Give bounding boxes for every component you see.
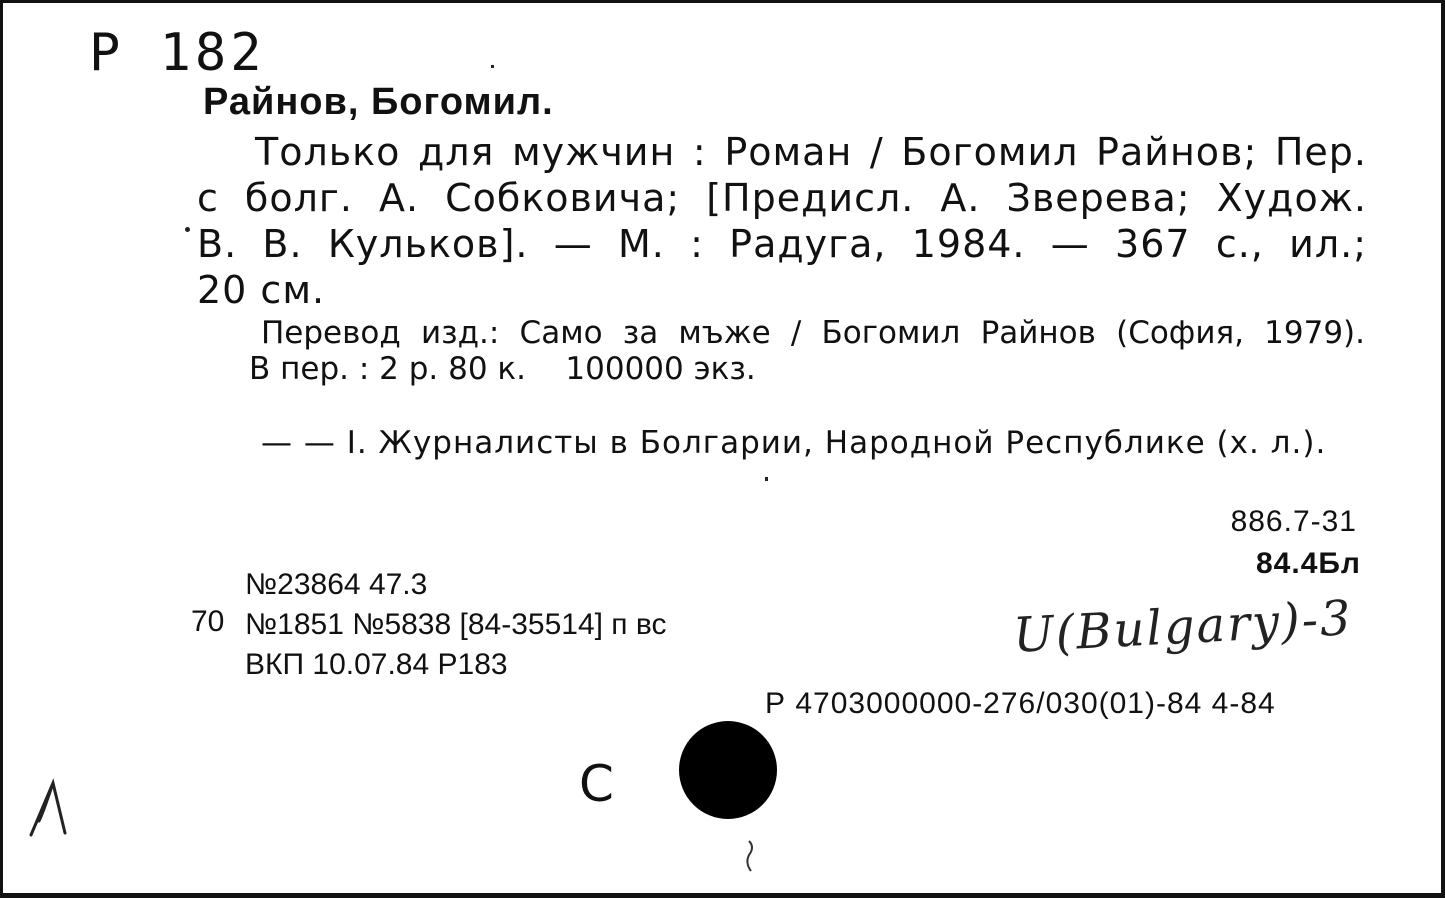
- registration-line: ВКП 10.07.84 Р183: [245, 648, 508, 681]
- isbn-line: Р 4703000000-276/030(01)-84 4-84: [765, 687, 1276, 720]
- description-line: Только для мужчин : Роман / Богомил Райнов; Пер.: [255, 130, 1367, 174]
- registration-line: №23864 47.3: [245, 568, 428, 601]
- letter-mark: С: [579, 755, 614, 813]
- handwritten-stroke-icon: [23, 773, 83, 843]
- ink-speck: [765, 477, 768, 481]
- punch-hole: [679, 721, 777, 819]
- translation-note: [249, 315, 1365, 387]
- registration-block: [245, 565, 666, 685]
- classification-code: 886.7-31: [1230, 505, 1357, 538]
- left-number: 70: [191, 605, 225, 638]
- classification-code: 84.4Бл: [1255, 547, 1361, 580]
- ink-squiggle-icon: [741, 837, 761, 877]
- ink-speck: [491, 65, 494, 68]
- note-line: В пер. : 2 р. 80 к. 100000 экз.: [249, 351, 756, 387]
- registration-line: №1851 №5838 [84-35514] п вс: [245, 608, 667, 641]
- bibliographic-description: [197, 129, 1367, 313]
- handwritten-note: U(Bulgary)-3: [1011, 590, 1354, 664]
- ink-speck: [185, 227, 190, 232]
- description-line: В. В. Кульков]. — М. : Радуга, 1984. — 367 с., ил.;: [197, 222, 1367, 266]
- description-line: с болг. А. Собковича; [Предисл. А. Зверева; Худож.: [197, 176, 1367, 220]
- description-line: 20 см.: [197, 268, 326, 312]
- author-heading: Райнов, Богомил.: [203, 81, 554, 123]
- call-number: Р 182: [89, 23, 266, 83]
- note-line: Перевод изд.: Само за мъже / Богомил Райнов (София, 1979).: [261, 315, 1365, 351]
- subject-heading: — — I. Журналисты в Болгарии, Народной Республике (х. л.).: [261, 425, 1327, 461]
